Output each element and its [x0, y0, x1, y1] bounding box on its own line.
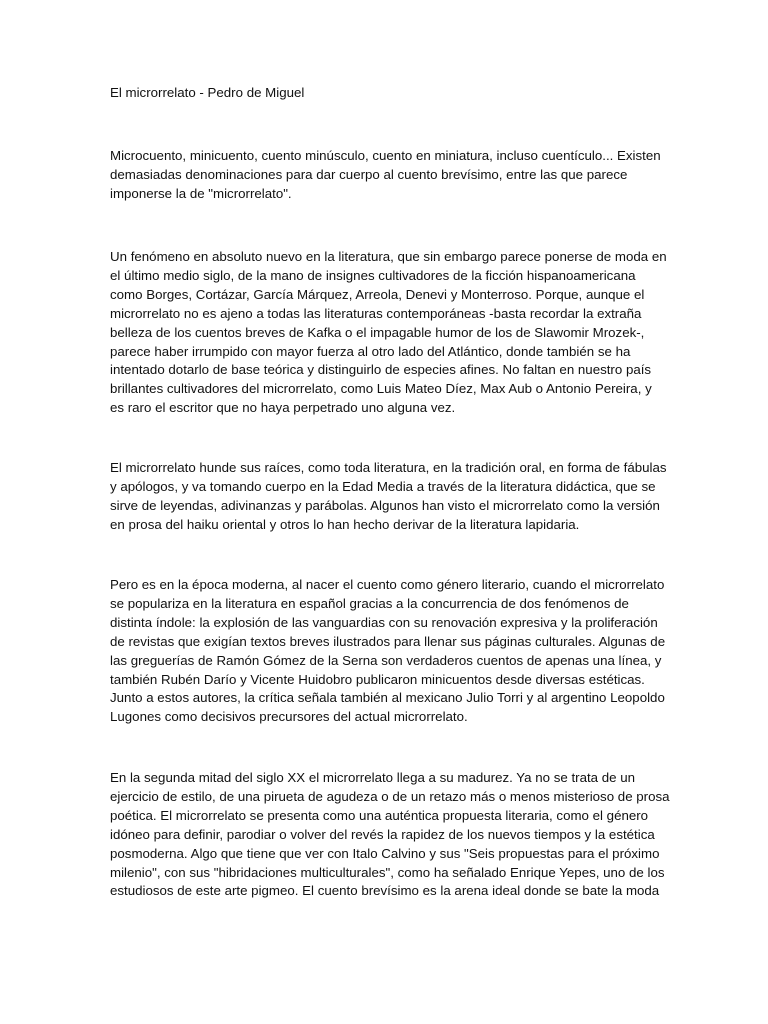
text-line: en prosa del haiku oriental y otros lo han hecho derivar de la literatura lapidaria.: [110, 516, 580, 532]
text-line: el último medio siglo, de la mano de insignes cultivadores de la ficción hispanoamericana: [110, 267, 636, 283]
text-line: Un fenómeno en absoluto nuevo en la literatura, que sin embargo parece ponerse de moda en: [110, 249, 667, 264]
text-line: poética. El microrrelato se presenta como una auténtica propuesta literaria, como el género: [110, 807, 649, 823]
text-line: belleza de los cuentos breves de Kafka o el impagable humor de los de Slawomir Mrozek-,: [110, 324, 645, 340]
text-line: también Rubén Darío y Vicente Huidobro publicaron minicuentos desde diversas estéticas.: [110, 671, 645, 687]
text-line: posmoderna. Algo que tiene que ver con Italo Calvino y sus "Seis propuestas para el próximo: [110, 845, 660, 861]
text-line: Junto a estos autores, la crítica señala también al mexicano Julio Torri y al argentino Leopoldo: [110, 690, 665, 706]
text-line: y apólogos, y va tomando cuerpo en la Edad Media a través de la literatura didáctica, que se: [110, 478, 656, 494]
text-line: estudiosos de este arte pigmeo. El cuento brevísimo es la arena ideal donde se bate la moda: [110, 883, 660, 899]
text-line: Pero es en la época moderna, al nacer el cuento como género literario, cuando el microrrelato: [110, 577, 665, 592]
text-line: ejercicio de estilo, de una pirueta de agudeza o de un retazo más o menos misterioso de prosa: [110, 788, 670, 804]
text-line: brillantes cultivadores del microrrelato, como Luis Mateo Díez, Max Aub o Antonio Pereira, y: [110, 381, 652, 397]
text-line: las greguerías de Ramón Gómez de la Serna son verdaderos cuentos de apenas una línea, y: [110, 652, 662, 668]
paragraph: [110, 769, 670, 901]
text-line: microrrelato no es ajeno a todas las literaturas contemporáneas -basta recordar la extraña: [110, 305, 642, 321]
text-line: intentado dotarlo de base teórica y distinguirlo de especies afines. No faltan en nuestro país: [110, 362, 652, 378]
document-title: El microrrelato - Pedro de Miguel: [110, 85, 305, 100]
paragraph: [110, 459, 670, 535]
text-line: como Borges, Cortázar, García Márquez, Arreola, Denevi y Monterroso. Porque, aunque el: [110, 286, 645, 302]
paragraph: [110, 248, 670, 418]
paragraph: [110, 147, 670, 204]
text-line: es raro el escritor que no haya perpetrado uno alguna vez.: [110, 400, 456, 416]
text-line: En la segunda mitad del siglo XX el microrrelato llega a su madurez. Ya no se trata de un: [110, 770, 636, 785]
text-line: parece haber irrumpido con mayor fuerza al otro lado del Atlántico, donde también se ha: [110, 343, 631, 359]
paragraph: [110, 576, 670, 727]
text-line: distinta índole: la explosión de las vanguardias con su renovación expresiva y la proliferación: [110, 614, 658, 630]
text-line: Lugones como decisivos precursores del actual microrrelato.: [110, 709, 468, 725]
text-line: idóneo para definir, parodiar o volver del revés la rapidez de los nuevos tiempos y la estética: [110, 826, 655, 842]
text-line: de revistas que exigían textos breves ilustrados para llenar sus páginas culturales. Algunas de: [110, 633, 666, 649]
text-line: imponerse la de "microrrelato".: [110, 185, 292, 201]
text-line: sirve de leyendas, adivinanzas y parábolas. Algunos han visto el microrrelato como la versión: [110, 497, 660, 513]
text-line: demasiadas denominaciones para dar cuerpo al cuento brevísimo, entre las que parece: [110, 166, 628, 182]
text-line: milenio", con sus "hibridaciones multiculturales", como ha señalado Enrique Yepes, uno de los: [110, 864, 665, 880]
text-line: Microcuento, minicuento, cuento minúsculo, cuento en miniatura, incluso cuentículo... Existen: [110, 148, 661, 163]
text-line: El microrrelato hunde sus raíces, como toda literatura, en la tradición oral, en forma de fábulas: [110, 460, 667, 475]
text-line: se populariza en la literatura en español gracias a la concurrencia de dos fenómenos de: [110, 595, 629, 611]
